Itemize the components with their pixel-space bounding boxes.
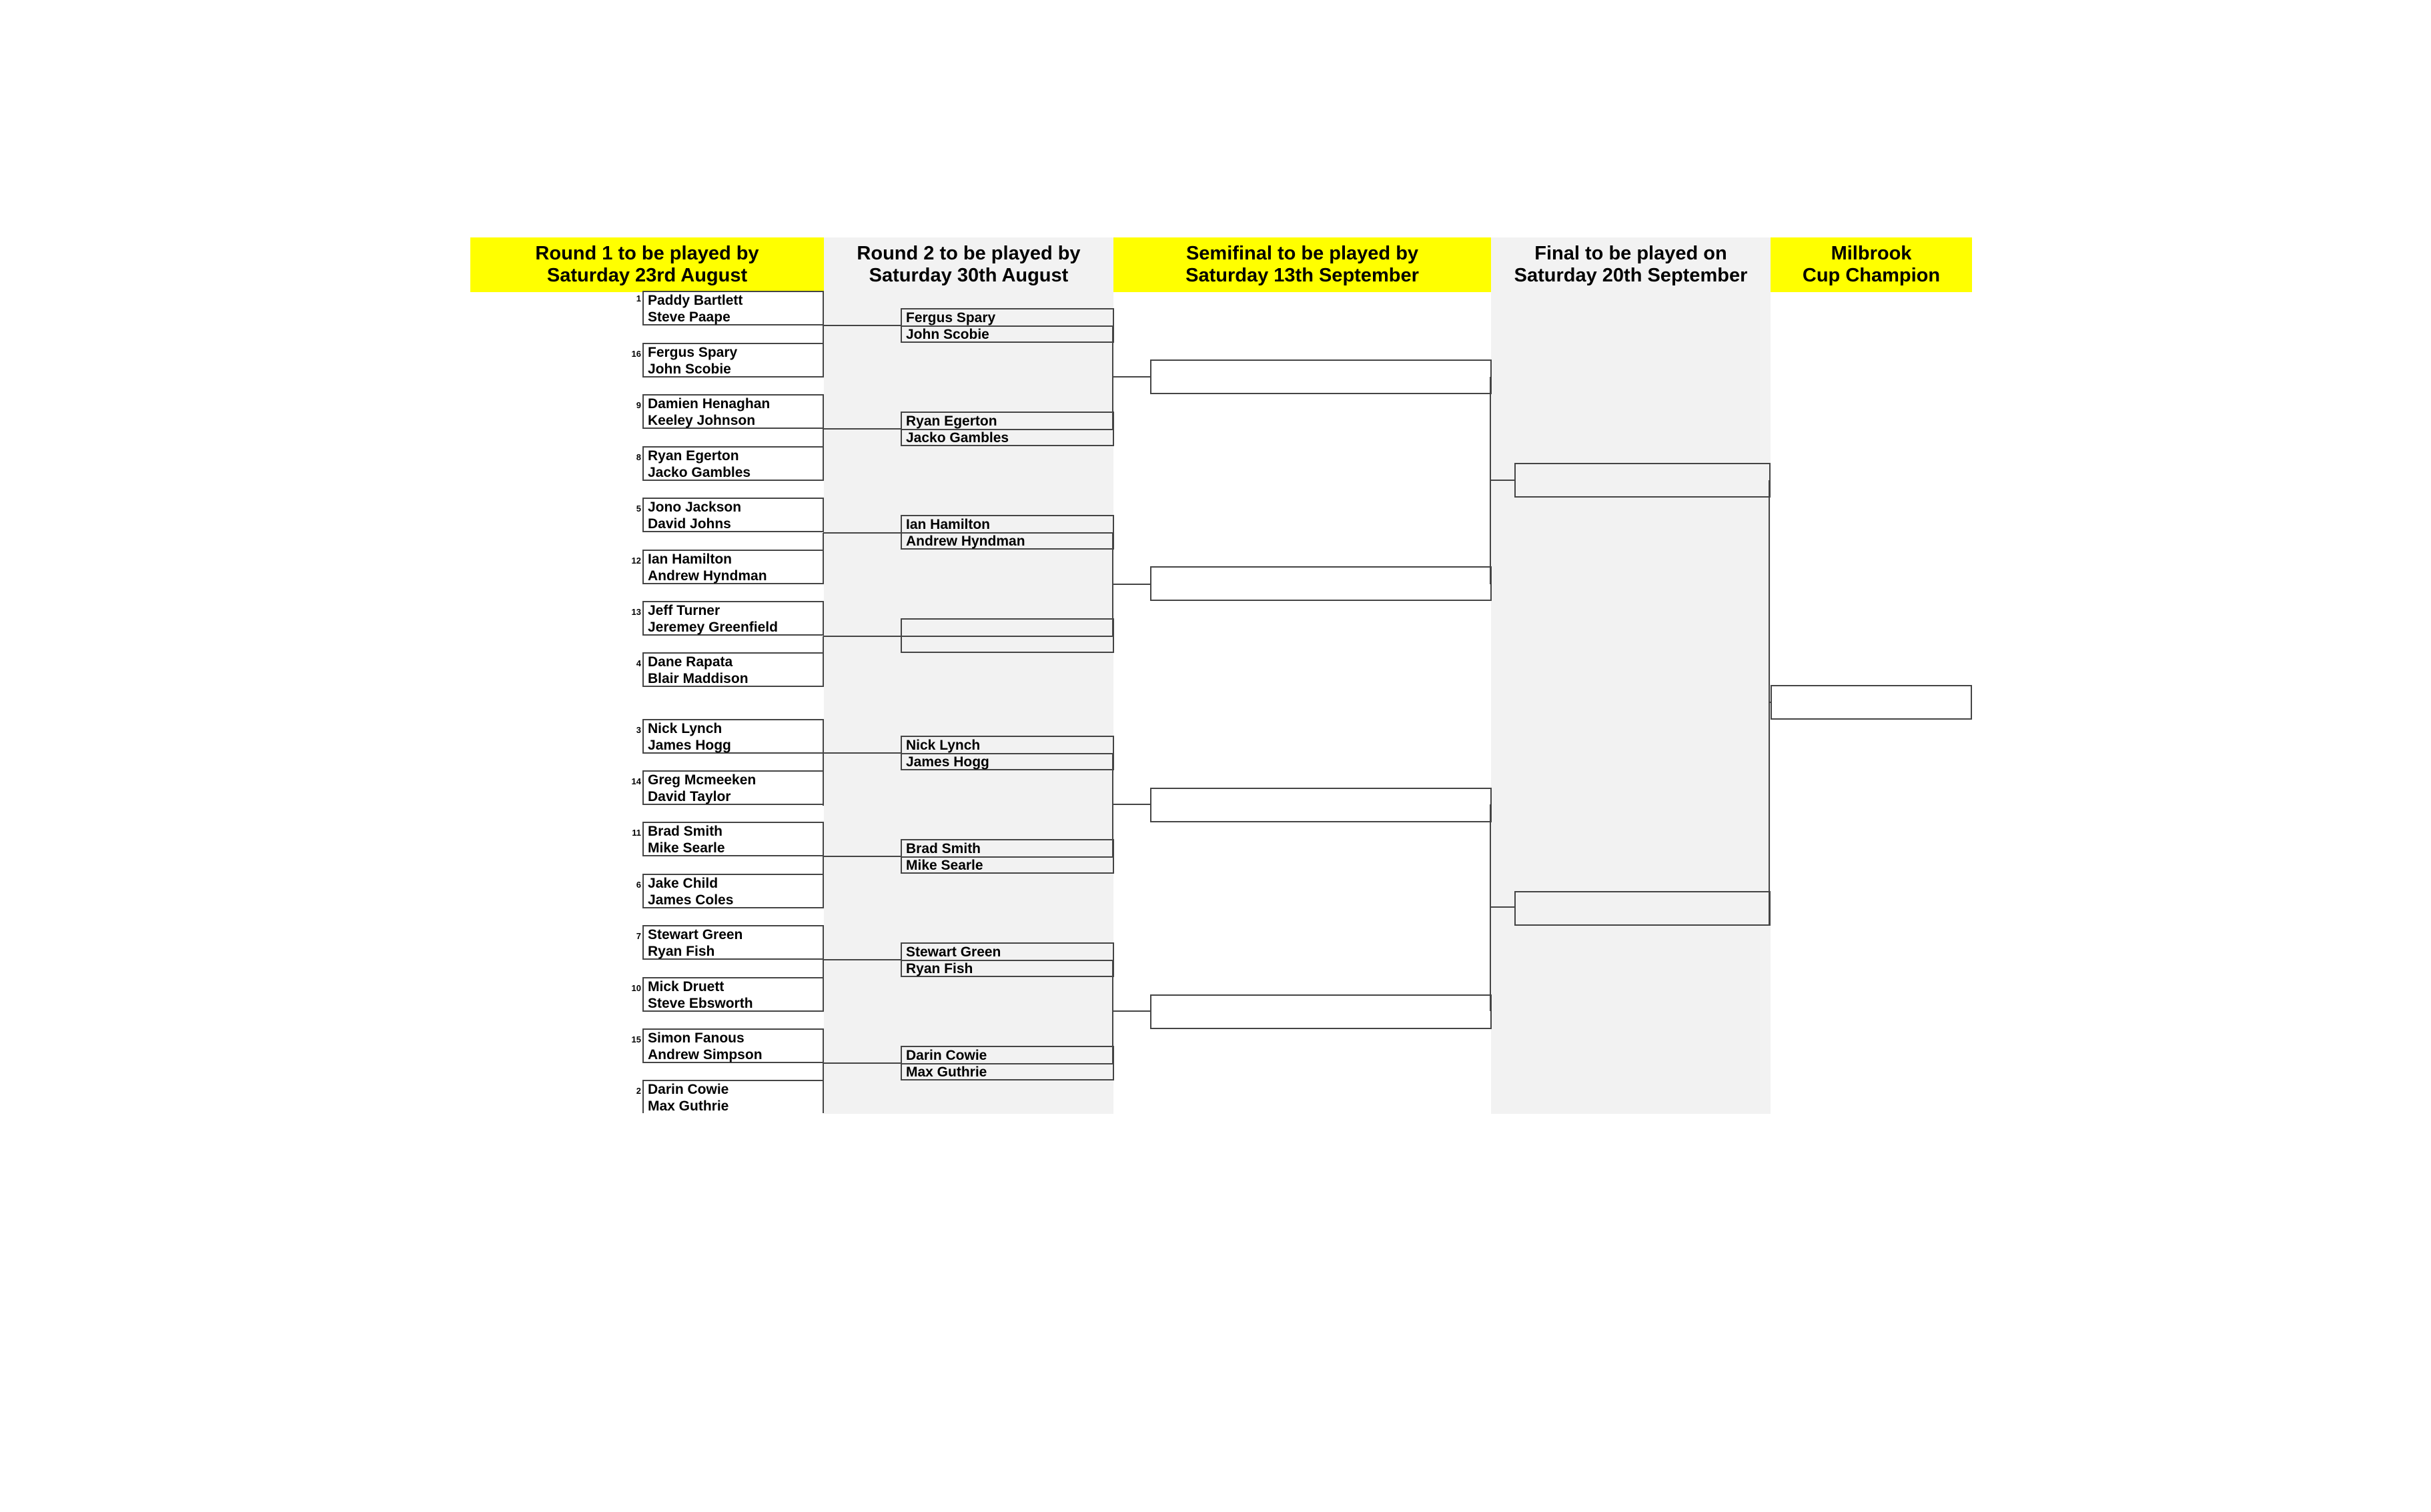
seed-number: 2 [636,1086,641,1096]
player-name: Jacko Gambles [906,430,1009,446]
player-name: Mike Searle [906,858,983,873]
seed-number: 13 [631,607,641,617]
match-divider [902,325,1113,327]
player-name: Brad Smith [906,841,981,856]
seed-number: 12 [631,556,641,566]
semifinal-match[interactable] [1150,359,1492,394]
round1-match[interactable] [631,977,824,1012]
player-name: Ryan Egerton [906,414,997,429]
player-name: Ian Hamilton [906,517,991,532]
round1-match[interactable] [631,770,824,805]
player-name: Paddy Bartlett [648,293,743,308]
seed-number: 6 [636,880,641,890]
final-match[interactable] [1514,891,1771,926]
player-name: James Hogg [906,754,989,770]
champion-header-line1: Milbrook [1831,243,1912,264]
round1-match[interactable] [636,925,824,960]
final-match[interactable] [1514,463,1771,498]
round1-match[interactable] [636,498,824,532]
player-name: Andrew Simpson [648,1047,763,1062]
player-name: Stewart Green [906,944,1001,960]
player-name: Max Guthrie [648,1098,729,1114]
champion-header-line2: Cup Champion [1802,265,1941,286]
round1-header-line1: Round 1 to be played by [535,243,759,264]
round2-match[interactable] [901,1046,1114,1080]
player-name: Jono Jackson [648,500,742,515]
seed-number: 3 [636,725,641,735]
player-name: Darin Cowie [648,1082,729,1097]
player-name: Max Guthrie [906,1064,987,1080]
round1-match[interactable] [636,719,824,754]
round1-match[interactable] [631,343,824,377]
seed-number: 4 [636,658,641,668]
player-name: James Hogg [648,738,731,753]
round1-match[interactable] [631,550,824,584]
match-divider [902,1063,1113,1064]
player-name: Nick Lynch [648,721,722,736]
round1-match[interactable] [632,822,824,856]
seed-number: 14 [631,776,641,786]
match-divider [902,856,1113,858]
player-name: Nick Lynch [906,738,981,753]
player-name: David Taylor [648,789,731,804]
semifinal-header-line1: Semifinal to be played by [1185,243,1419,264]
round2-match[interactable] [901,618,1114,653]
round2-match[interactable] [901,839,1114,874]
player-name: Andrew Hyndman [906,534,1025,549]
player-name: Brad Smith [648,824,723,839]
round1-match[interactable] [636,652,824,687]
seed-number: 9 [636,400,641,410]
seed-number: 15 [631,1034,641,1044]
player-name: Ryan Fish [906,961,973,976]
round1-match[interactable] [636,291,824,325]
player-name: Mick Druett [648,979,724,994]
player-name: Fergus Spary [648,345,738,360]
player-name: Stewart Green [648,927,743,942]
player-name: Keeley Johnson [648,413,756,428]
semifinal-match[interactable] [1150,566,1492,601]
player-name: Jeff Turner [648,603,720,618]
seed-number: 16 [631,349,641,359]
player-name: John Scobie [648,361,731,377]
round1-match[interactable] [631,601,824,636]
player-name: Dane Rapata [648,654,733,670]
round2-match[interactable] [901,308,1114,343]
semifinal-match[interactable] [1150,994,1492,1029]
seed-number: 11 [632,828,641,838]
player-name: Fergus Spary [906,310,996,325]
round2-header-line1: Round 2 to be played by [857,243,1081,264]
player-name: Ryan Egerton [648,448,739,464]
seed-number: 8 [636,452,641,462]
seed-number: 1 [636,293,641,303]
seed-number: 10 [631,983,641,993]
round1-header-line2: Saturday 23rd August [546,265,748,286]
player-name: Blair Maddison [648,671,749,686]
player-name: Jeremey Greenfield [648,620,778,635]
semifinal-header-line2: Saturday 13th September [1185,265,1419,286]
round2-match[interactable] [901,942,1114,977]
player-name: John Scobie [906,327,989,342]
round2-header-line2: Saturday 30th August [869,265,1069,286]
player-name: James Coles [648,892,734,908]
round1-match[interactable] [636,874,824,908]
player-name: Damien Henaghan [648,396,771,412]
seed-number: 7 [636,931,641,941]
round2-match[interactable] [901,515,1114,550]
match-divider [902,429,1113,430]
final-header-line2: Saturday 20th September [1514,265,1748,286]
round2-match[interactable] [901,412,1114,446]
player-name: Ian Hamilton [648,552,733,567]
player-name: David Johns [648,516,731,532]
player-name: Steve Ebsworth [648,996,753,1011]
seed-number: 5 [636,504,641,514]
player-name: Ryan Fish [648,944,715,959]
player-name: Mike Searle [648,840,725,856]
round1-match[interactable] [636,1080,824,1114]
champion-box[interactable] [1771,685,1972,720]
match-divider [902,753,1113,754]
round1-match[interactable] [636,446,824,481]
match-divider [902,960,1113,961]
player-name: Steve Paape [648,309,731,325]
player-name: Simon Fanous [648,1030,745,1046]
player-name: Darin Cowie [906,1048,987,1063]
round1-match[interactable] [631,1028,824,1063]
round1-match[interactable] [636,394,824,429]
final-header-line1: Final to be played on [1534,243,1727,264]
round2-match[interactable] [901,736,1114,770]
semifinal-match[interactable] [1150,788,1492,822]
match-divider [902,532,1113,534]
player-name: Jake Child [648,876,718,891]
match-divider [902,636,1113,637]
player-name: Jacko Gambles [648,465,751,480]
player-name: Andrew Hyndman [648,568,767,584]
player-name: Greg Mcmeeken [648,772,757,788]
